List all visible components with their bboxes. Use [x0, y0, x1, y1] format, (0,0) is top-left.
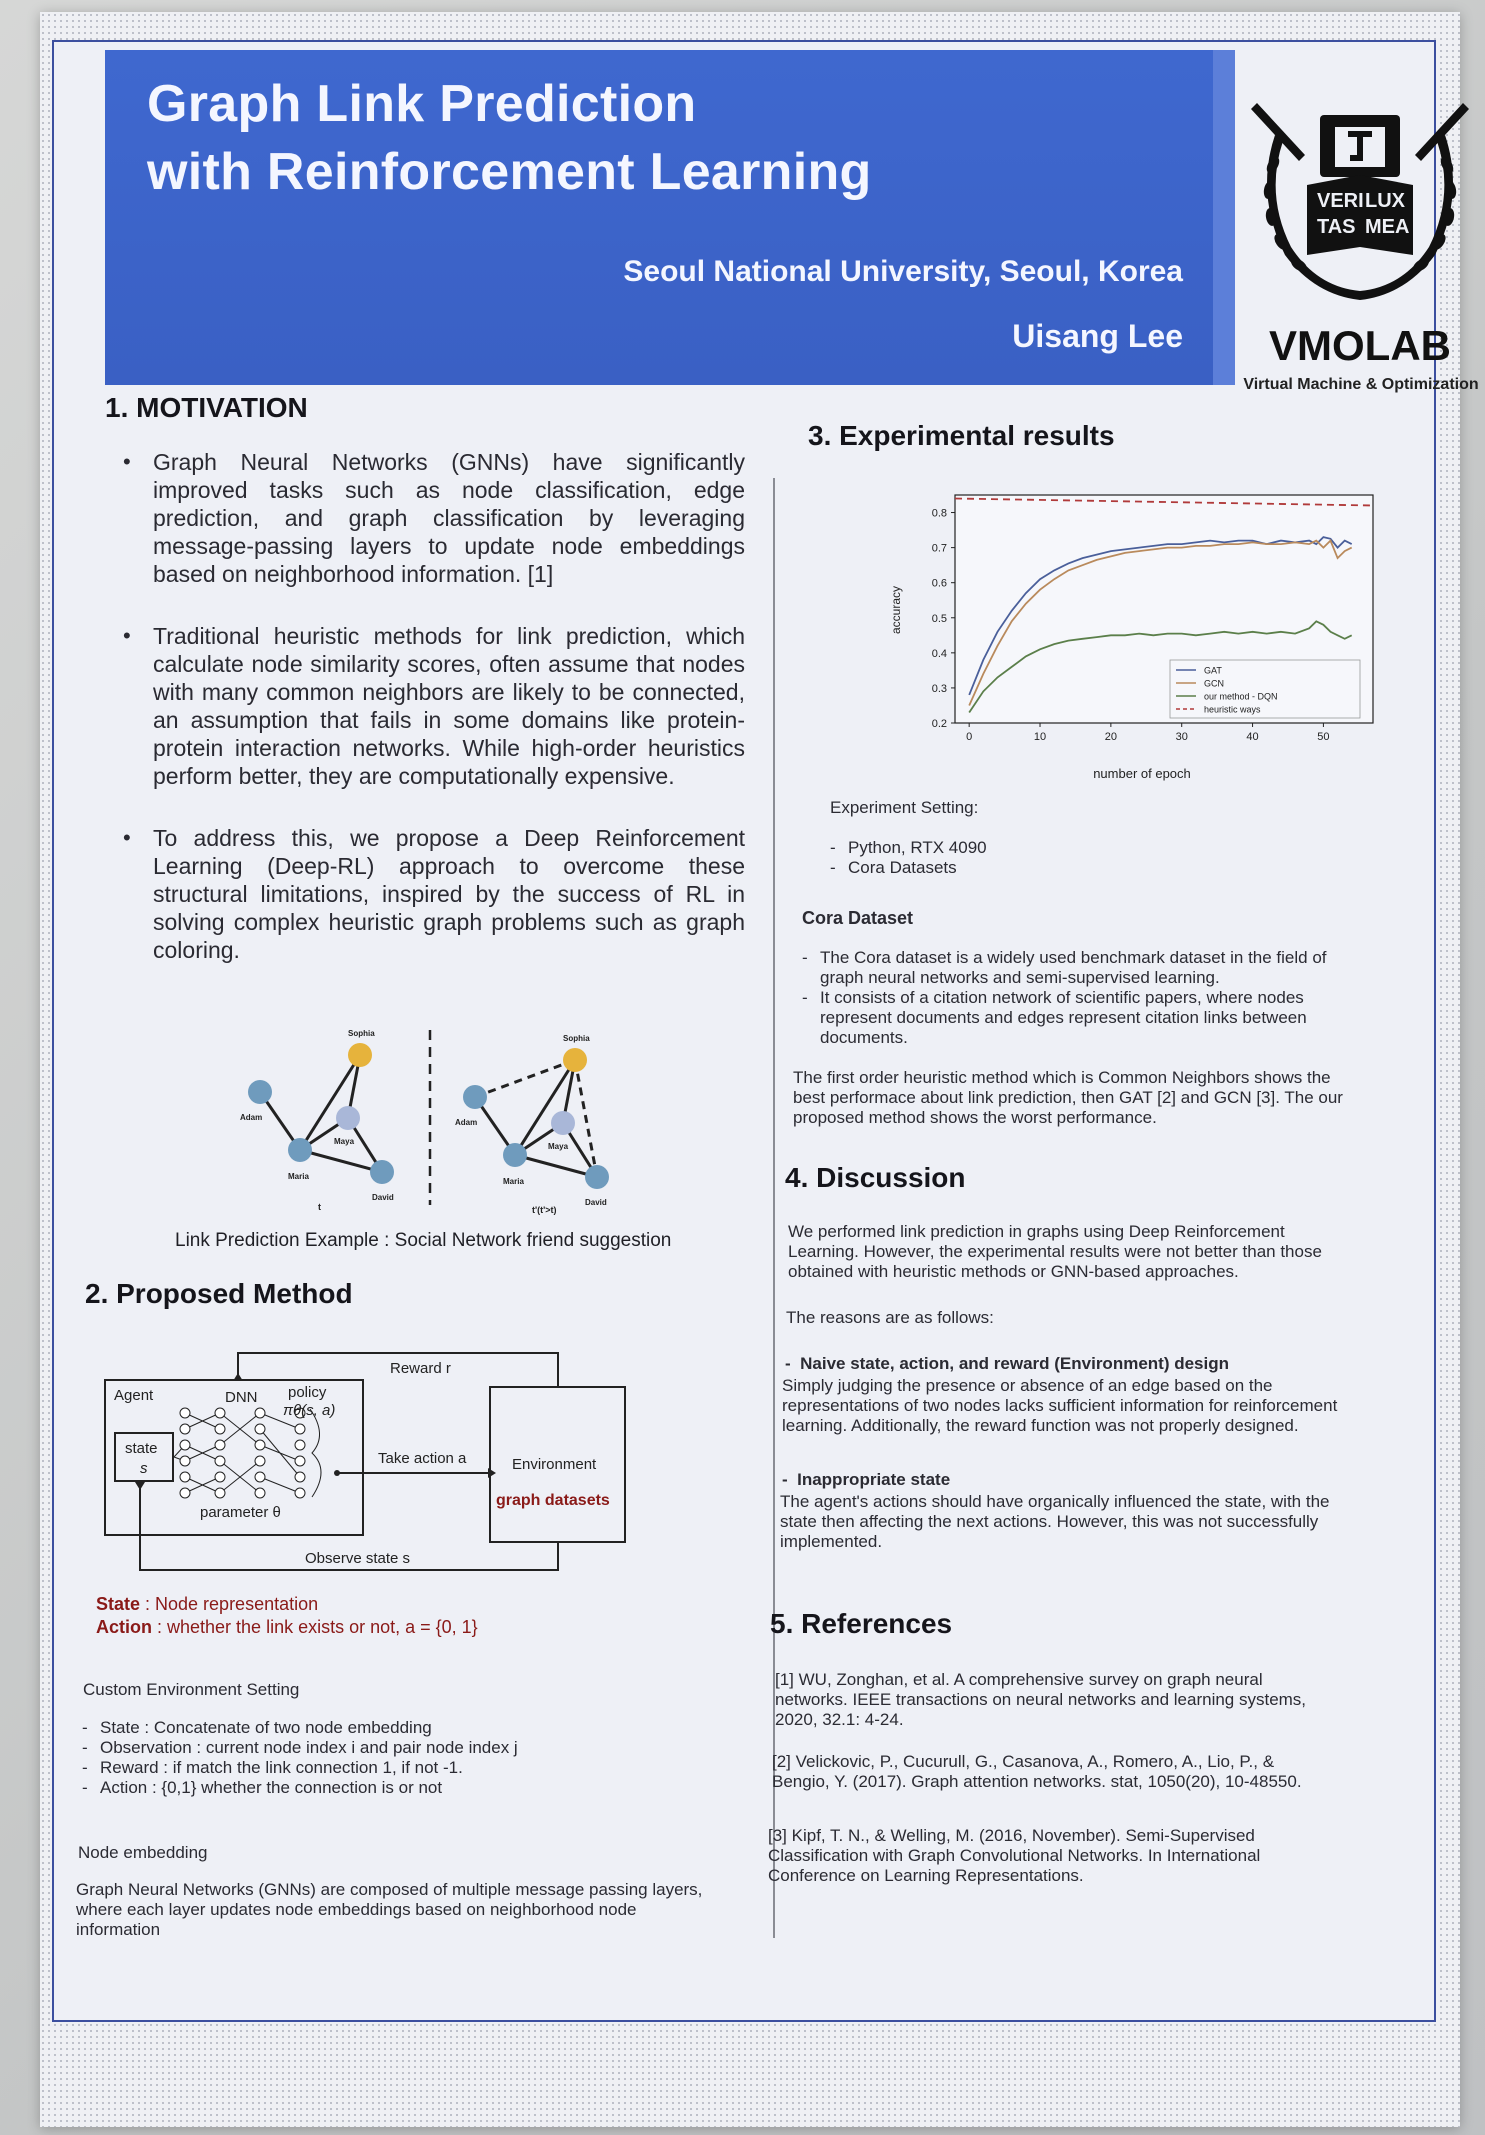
- x-axis-label: number of epoch: [1093, 766, 1191, 781]
- state-def-label: State: [96, 1594, 141, 1614]
- y-tick-label: 0.3: [931, 682, 947, 695]
- x-tick-label: 30: [1175, 731, 1188, 743]
- label-maria-t2: Maria: [503, 1177, 524, 1186]
- x-tick-label: 50: [1317, 731, 1330, 743]
- reason-2-title-text: Inappropriate state: [797, 1470, 951, 1489]
- node-david-t: [370, 1160, 394, 1184]
- policy-label: policy: [288, 1384, 327, 1401]
- dnn-network-icon: [174, 1408, 321, 1498]
- action-def-label: Action: [96, 1617, 152, 1637]
- cora-summary: The first order heuristic method which is Common Neighbors shows the best performace about link prediction, then GAT [2] and GCN [3]. The our proposed method shows the worst performance.: [793, 1068, 1343, 1127]
- node-sophia-t: [348, 1043, 372, 1067]
- node-sophia-t2: [563, 1048, 587, 1072]
- custom-env-item-4: - Action : {0,1} whether the connection is or not: [78, 1778, 728, 1798]
- discussion-reasons: The reasons are as follows:: [786, 1308, 994, 1327]
- environment-label: Environment: [512, 1456, 597, 1473]
- custom-env-item-1: - State : Concatenate of two node embedding: [78, 1718, 728, 1738]
- reason-2-title: - Inappropriate state: [782, 1470, 951, 1489]
- node-embedding-text: Graph Neural Networks (GNNs) are composed of multiple message passing layers, where each layer updates node embeddings based on neighborhood node information: [76, 1880, 703, 1939]
- experiment-setting-heading: Experiment Setting:: [830, 798, 979, 817]
- reward-label: Reward r: [390, 1360, 451, 1377]
- lab-subtitle: Virtual Machine & Optimization: [1243, 376, 1479, 393]
- legend-label-4: heuristic ways: [1204, 704, 1261, 715]
- custom-env-list: [78, 1718, 728, 1798]
- y-tick-label: 0.7: [931, 542, 947, 555]
- state-def-text: : Node representation: [140, 1594, 319, 1614]
- legend-label-3: our method - DQN: [1204, 691, 1278, 702]
- motivation-bullet-3: • To address this, we propose a Deep Reinforcement Learning (Deep-RL) approach to overcome these structural limitations, inspired by the success of RL in solving complex heuristic graph problems such as graph coloring.: [123, 824, 745, 964]
- legend-box: [1170, 660, 1360, 718]
- y-tick-label: 0.6: [931, 577, 947, 590]
- experiment-setting-item-1: - Python, RTX 4090: [826, 838, 1126, 858]
- label-maria-t: Maria: [288, 1172, 309, 1181]
- poster-title: [147, 70, 872, 206]
- node-adam-t2: [463, 1085, 487, 1109]
- title-banner: [105, 50, 1235, 385]
- author: Uisang Lee: [1012, 318, 1183, 354]
- motivation-heading: 1. MOTIVATION: [105, 392, 308, 423]
- discussion-intro: We performed link prediction in graphs using Deep Reinforcement Learning. However, the experimental results were not better than those obtained with heuristic methods or GNN-based approaches.: [788, 1222, 1322, 1281]
- title-line-2: with Reinforcement Learning: [147, 143, 872, 201]
- references-heading: 5. References: [770, 1608, 953, 1639]
- experiment-setting-list: [826, 838, 1126, 878]
- seal-text-1: VERI: [1317, 190, 1364, 212]
- parameter-label: parameter θ: [200, 1504, 281, 1521]
- laurel-right: [1411, 155, 1458, 275]
- y-tick-label: 0.2: [931, 718, 947, 730]
- node-maya-t: [336, 1106, 360, 1130]
- node-embedding-heading: Node embedding: [78, 1843, 208, 1862]
- cora-item-2: - It consists of a citation network of scientific papers, where nodes represent documents and edges represent citation links between documents.: [798, 988, 1358, 1048]
- graph-datasets-label: graph datasets: [496, 1492, 610, 1509]
- experiment-setting-item-2: - Cora Datasets: [826, 858, 1126, 878]
- agent-label: Agent: [114, 1387, 154, 1404]
- policy-function-label: πθ(s, a): [283, 1402, 336, 1419]
- reason-1-title: - Naive state, action, and reward (Environment) design: [785, 1354, 1229, 1373]
- time-label-t2: t'(t'>t): [532, 1205, 557, 1215]
- reference-2: [2] Velickovic, P., Cucurull, G., Casanova, A., Romero, A., Lio, P., & Bengio, Y. (2017). Graph attention networks. stat, 1050(20), 10-48550.: [772, 1752, 1302, 1791]
- legend-label-2: GCN: [1204, 678, 1224, 689]
- custom-env-item-2: - Observation : current node index i and pair node index j: [78, 1738, 728, 1758]
- cora-heading: Cora Dataset: [802, 908, 914, 928]
- laurel-left: [1263, 155, 1310, 275]
- action-definition: [96, 1617, 478, 1637]
- experimental-results-heading: 3. Experimental results: [808, 420, 1115, 451]
- node-david-t2: [585, 1165, 609, 1189]
- state-definition: [96, 1594, 318, 1614]
- state-label: state: [125, 1440, 158, 1457]
- dnn-label: DNN: [225, 1389, 258, 1406]
- motivation-bullets: [123, 448, 745, 998]
- y-tick-label: 0.4: [931, 647, 947, 660]
- label-david-t2: David: [585, 1198, 607, 1207]
- label-sophia-t: Sophia: [348, 1029, 375, 1038]
- motivation-bullet-1: • Graph Neural Networks (GNNs) have significantly improved tasks such as node classification, edge prediction, and graph classification by leveraging message-passing layers to update node embeddings based on neighborhood information. [1]: [123, 448, 745, 588]
- cora-item-1: - The Cora dataset is a widely used benchmark dataset in the field of graph neural networks and semi-supervised learning.: [798, 948, 1358, 988]
- label-david-t: David: [372, 1193, 394, 1202]
- x-tick-label: 0: [966, 731, 973, 743]
- motivation-bullet-2: • Traditional heuristic methods for link prediction, which calculate node similarity scores, often assume that nodes with many common neighbors are likely to be connected, an assumption that fails in some domains like protein-protein interaction networks. While high-order heuristics perform better, they are computationally expensive.: [123, 622, 745, 790]
- x-tick-label: 40: [1246, 731, 1259, 743]
- reason-2-text: The agent's actions should have organically influenced the state, with the state then affecting the next actions. However, this was not successfully implemented.: [780, 1492, 1330, 1551]
- reason-1-text: Simply judging the presence or absence of an edge based on the representations of two nodes lacks sufficient information for reinforcement learning. Additionally, the reward function was not properly designed.: [782, 1376, 1338, 1435]
- x-tick-label: 20: [1104, 731, 1117, 743]
- observe-state-label: Observe state s: [305, 1550, 411, 1567]
- take-action-label: Take action a: [378, 1450, 467, 1467]
- custom-env-item-3: - Reward : if match the link connection 1, if not -1.: [78, 1758, 728, 1778]
- reference-1: [1] WU, Zonghan, et al. A comprehensive survey on graph neural networks. IEEE transactions on neural networks and learning systems, 2020, 32.1: 4-24.: [775, 1670, 1307, 1729]
- affiliation: Seoul National University, Seoul, Korea: [623, 255, 1183, 288]
- node-adam-t: [248, 1080, 272, 1104]
- seal-text-2: LUX: [1365, 190, 1405, 212]
- label-adam-t: Adam: [240, 1113, 263, 1122]
- custom-env-heading: Custom Environment Setting: [83, 1680, 300, 1699]
- node-maya-t2: [551, 1111, 575, 1135]
- figure-caption: Link Prediction Example : Social Network friend suggestion: [175, 1230, 672, 1251]
- y-axis-label: accuracy: [889, 585, 903, 635]
- reference-3: [3] Kipf, T. N., & Welling, M. (2016, November). Semi-Supervised Classification with Graph Convolutional Networks. In International Conference on Learning Representations.: [768, 1826, 1261, 1885]
- lab-name: VMOLAB: [1269, 322, 1451, 369]
- time-label-t: t: [318, 1202, 321, 1212]
- label-maya-t2: Maya: [548, 1142, 569, 1151]
- y-tick-label: 0.5: [931, 612, 947, 625]
- discussion-heading: 4. Discussion: [785, 1162, 966, 1193]
- university-seal-icon: [1245, 95, 1475, 305]
- seal-text-3: TAS: [1317, 216, 1356, 238]
- x-tick-label: 10: [1033, 731, 1047, 743]
- accuracy-chart: [880, 480, 1380, 790]
- link-prediction-figure: [230, 1020, 630, 1220]
- action-def-text: : whether the link exists or not, a = {0, 1}: [152, 1617, 478, 1637]
- state-variable-label: s: [140, 1460, 148, 1477]
- node-maria-t: [288, 1138, 312, 1162]
- legend-label-1: GAT: [1204, 665, 1222, 676]
- label-adam-t2: Adam: [455, 1118, 478, 1127]
- label-sophia-t2: Sophia: [563, 1034, 590, 1043]
- node-maria-t2: [503, 1143, 527, 1167]
- reason-1-title-text: Naive state, action, and reward (Environment) design: [800, 1354, 1229, 1373]
- seal-text-4: MEA: [1365, 216, 1410, 238]
- cora-list: [798, 948, 1358, 1048]
- title-line-1: Graph Link Prediction: [147, 75, 697, 133]
- proposed-method-heading: 2. Proposed Method: [85, 1278, 353, 1309]
- rl-diagram: [100, 1345, 635, 1585]
- label-maya-t: Maya: [334, 1137, 355, 1146]
- y-tick-label: 0.8: [931, 507, 947, 520]
